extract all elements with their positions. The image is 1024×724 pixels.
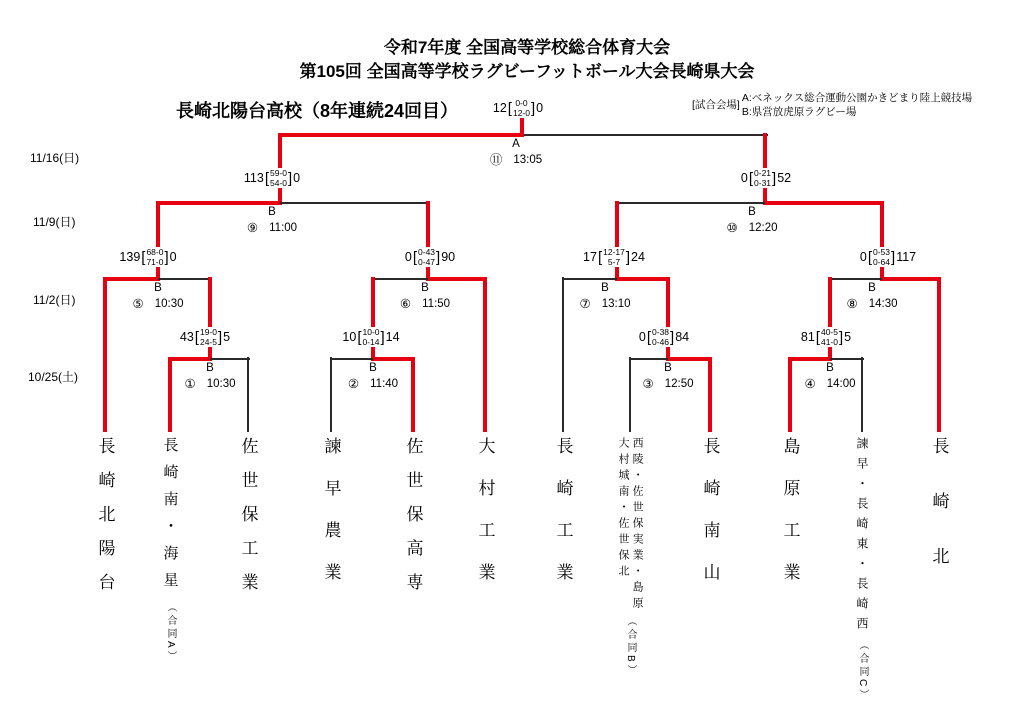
bracket-line [331, 358, 375, 360]
match-8-info [847, 282, 898, 311]
team-omura-kogyo [477, 437, 494, 605]
bracket-line [522, 134, 768, 136]
bracket: ] [625, 248, 631, 266]
match-number: ③ [642, 376, 654, 391]
match-6-info [400, 282, 450, 311]
winner-path-line [428, 277, 487, 281]
champion-label: 長崎北陽台高校（8年連続24回目） [176, 101, 459, 121]
match-number: ⑨ [246, 220, 259, 235]
team-suffix: （合同C） [857, 640, 868, 703]
score-left: 0 [404, 249, 412, 264]
match-8-score [858, 247, 918, 267]
score-left: 17 [583, 249, 597, 264]
team-name: 長崎南山 [700, 437, 720, 605]
match-11-info [490, 138, 542, 167]
score-right: 0 [169, 249, 177, 264]
winner-path-line [790, 357, 832, 361]
match-time: 14:30 [868, 298, 898, 311]
score-right: 5 [223, 329, 231, 344]
venue-letter: A [512, 138, 520, 150]
half1: 19-0 [199, 327, 217, 337]
winner-path-line [158, 201, 282, 205]
winner-path-line [373, 357, 415, 361]
bracket-line [562, 277, 564, 432]
match-number: ④ [804, 376, 816, 391]
venue-legend-label: [試合会場] [692, 98, 740, 111]
team-name: 佐世保高専 [403, 437, 423, 607]
match-3-score [637, 327, 691, 347]
match-number: ⑪ [489, 152, 503, 167]
match-7-info [580, 282, 631, 311]
match-6-score [403, 247, 457, 267]
team-name-col1: 西陵・佐世保実業・島原 [631, 437, 644, 613]
match-time: 13:10 [601, 298, 631, 311]
half2: 24-5 [199, 337, 217, 348]
venue-letter: B [664, 362, 672, 374]
bracket-line [861, 357, 863, 432]
half2: 0-47 [418, 257, 436, 268]
bracket: [ [141, 248, 146, 266]
score-left: 0 [859, 249, 867, 264]
half1: 59-0 [269, 168, 287, 178]
bracket-line [330, 357, 332, 432]
winner-path-line [882, 277, 941, 281]
winner-path-line [765, 201, 883, 205]
half2: 0-31 [754, 178, 772, 189]
score-right: 84 [675, 329, 690, 344]
venue-b: B:県営放虎原ラグビー場 [741, 105, 857, 118]
score-right: 90 [441, 249, 456, 264]
match-5-info [133, 282, 184, 311]
bracket: ] [838, 328, 844, 346]
match-2-info [348, 362, 398, 391]
half2: 41-0 [820, 337, 838, 348]
match-9-score [242, 168, 302, 188]
team-godo-b [617, 437, 643, 678]
venue-letter: B [826, 362, 834, 374]
winner-path-line [208, 277, 212, 361]
date-semifinal: 11/9(日) [33, 215, 76, 229]
team-name-col2: 大村城南・佐世保北 [617, 437, 629, 581]
venue-legend [692, 92, 972, 119]
half2: 12-0 [512, 108, 530, 119]
score-right: 5 [844, 329, 852, 344]
bracket: ] [217, 328, 223, 346]
half1: 0-43 [418, 247, 436, 257]
bracket-line [630, 358, 670, 360]
match-number: ⑩ [726, 220, 738, 235]
team-suffix: （合同B） [625, 616, 636, 678]
score-left: 10 [342, 329, 357, 344]
bracket-line [247, 357, 249, 432]
match-time: 11:40 [370, 378, 399, 391]
venue-letter: B [154, 282, 162, 294]
team-nagasakiminami-kaisei [163, 437, 178, 664]
score-left: 43 [179, 329, 194, 344]
score-right: 0 [536, 100, 544, 115]
winner-path-line [520, 116, 524, 137]
team-name: 大村工業 [475, 437, 495, 605]
tournament-title-line2: 第105回 全国高等学校ラグビーフットボール大会長崎県大会 [299, 61, 755, 81]
venue-letter: B [268, 206, 276, 218]
date-final: 11/16(日) [30, 151, 80, 165]
winner-path-line [617, 277, 670, 281]
team-name [617, 437, 643, 613]
half1: 12-17 [603, 247, 625, 257]
bracket-line [373, 278, 430, 280]
winner-path-line [168, 357, 172, 432]
bracket: [ [867, 248, 872, 266]
team-nagasaki-kita [931, 437, 948, 602]
match-time: 13:05 [513, 154, 543, 167]
bracket: ] [380, 328, 385, 346]
tournament-title-line1: 令和7年度 全国高等学校総合体育大会 [383, 38, 671, 57]
match-10-info [727, 206, 778, 235]
half1: 0-38 [652, 327, 670, 337]
bracket: ] [436, 248, 441, 266]
match-number: ⑥ [399, 296, 412, 311]
half1: 10-0 [362, 327, 380, 337]
team-name: 長崎北陽台 [95, 437, 115, 607]
date-first-round: 10/25(土) [28, 370, 79, 384]
score-left: 0 [740, 170, 748, 185]
score-left: 81 [800, 329, 815, 344]
bracket: [ [597, 248, 603, 266]
match-1-score [178, 327, 232, 347]
bracket: [ [412, 248, 418, 266]
match-10-score [739, 168, 793, 188]
half2: 0-46 [652, 337, 670, 348]
match-time: 10:30 [154, 298, 184, 311]
match-number: ⑤ [132, 296, 144, 311]
bracket: [ [507, 99, 512, 117]
team-name: 島原工業 [780, 437, 800, 605]
tournament-title [30, 36, 1024, 84]
match-11-score [491, 98, 545, 118]
half1: 0-0 [515, 98, 528, 108]
team-isahaya-nogyo [323, 437, 340, 605]
team-name: 諫早農業 [321, 437, 341, 605]
score-right: 52 [777, 170, 792, 185]
winner-path-line [483, 277, 487, 432]
bracket: [ [357, 328, 362, 346]
bracket: [ [748, 169, 754, 187]
winner-path-line [426, 201, 430, 281]
match-time: 11:00 [269, 222, 298, 235]
winner-path-line [708, 357, 712, 432]
winner-path-line [880, 201, 884, 281]
winner-path-line [280, 133, 524, 137]
bracket: [ [194, 328, 199, 346]
match-time: 11:50 [422, 298, 451, 311]
match-number: ⑧ [846, 296, 858, 311]
half1: 40-5 [820, 327, 838, 337]
winner-path-line [371, 277, 375, 361]
score-left: 0 [638, 329, 646, 344]
score-right: 14 [385, 329, 400, 344]
bracket-line [158, 278, 212, 280]
team-name: 長崎南・海星 [161, 437, 179, 599]
venue-letter: B [868, 282, 876, 294]
bracket-line [563, 278, 619, 280]
bracket-line [830, 358, 864, 360]
half2: 71-0 [146, 257, 164, 268]
half2: 54-0 [269, 178, 287, 189]
team-sasebo-kosen [405, 437, 422, 607]
winner-path-line [666, 277, 670, 361]
bracket: [ [264, 169, 269, 187]
winner-path-line [156, 201, 160, 281]
match-4-score [799, 327, 853, 347]
match-1-info [185, 362, 236, 391]
match-5-score [117, 247, 178, 267]
team-nagasaki-nanzan [702, 437, 719, 605]
bracket-line [629, 357, 631, 432]
team-name: 諫早・長崎東・長崎西 [855, 437, 869, 637]
match-4-info [805, 362, 856, 391]
bracket: [ [646, 328, 652, 346]
winner-path-line [828, 277, 832, 361]
bracket: ] [891, 248, 896, 266]
team-name: 長崎工業 [553, 437, 573, 605]
score-left: 139 [119, 249, 141, 264]
date-quarterfinal: 11/2(日) [33, 293, 76, 307]
winner-path-line [411, 357, 415, 432]
half1: 68-0 [146, 247, 164, 257]
bracket-line [617, 202, 767, 204]
match-3-info [643, 362, 694, 391]
score-left: 12 [492, 100, 507, 115]
bracket: ] [772, 169, 777, 187]
bracket: [ [815, 328, 820, 346]
venue-letter: B [206, 362, 214, 374]
match-time: 14:00 [826, 378, 856, 391]
match-number: ⑦ [579, 296, 591, 311]
bracket-line [280, 202, 429, 204]
team-nagasaki-hokuyodai [97, 437, 114, 607]
team-shimabara-kogyo [782, 437, 799, 605]
team-godo-c [856, 437, 868, 702]
team-sasebo-kogyo [240, 437, 257, 607]
team-suffix: （合同A） [165, 602, 176, 664]
match-time: 12:20 [748, 222, 778, 235]
match-2-score [340, 327, 401, 347]
match-time: 12:50 [664, 378, 694, 391]
half1: 0-53 [873, 247, 891, 257]
venue-a: A:ベネックス総合運動公園かきどまり陸上競技場 [741, 92, 973, 104]
winner-path-line [668, 357, 712, 361]
score-right: 117 [896, 249, 917, 264]
bracket: ] [288, 169, 293, 187]
venue-letter: B [601, 282, 609, 294]
team-nagasaki-kogyo [555, 437, 572, 605]
score-left: 113 [243, 170, 264, 185]
bracket: ] [164, 248, 169, 266]
score-right: 0 [293, 170, 301, 185]
team-name: 佐世保工業 [238, 437, 258, 607]
bracket-line [210, 358, 250, 360]
match-9-info [247, 206, 297, 235]
venue-letter: B [421, 282, 429, 294]
venue-letter: B [369, 362, 377, 374]
match-time: 10:30 [206, 378, 236, 391]
half2: 0-14 [362, 337, 380, 348]
score-right: 24 [631, 249, 645, 264]
venue-letter: B [748, 206, 756, 218]
team-name: 長崎北 [929, 437, 949, 602]
winner-path-line [615, 201, 619, 281]
bracket-line [830, 278, 884, 280]
match-number: ① [184, 376, 196, 391]
winner-path-line [170, 357, 212, 361]
winner-path-line [788, 357, 792, 432]
half1: 0-21 [754, 168, 772, 178]
winner-path-line [937, 277, 941, 432]
winner-path-line [103, 277, 107, 432]
match-7-score [581, 247, 647, 267]
winner-path-line [105, 277, 160, 281]
half2: 5-7 [607, 257, 621, 268]
half2: 0-64 [873, 257, 891, 268]
match-number: ② [347, 376, 360, 391]
bracket: ] [530, 99, 536, 117]
bracket: ] [670, 328, 675, 346]
